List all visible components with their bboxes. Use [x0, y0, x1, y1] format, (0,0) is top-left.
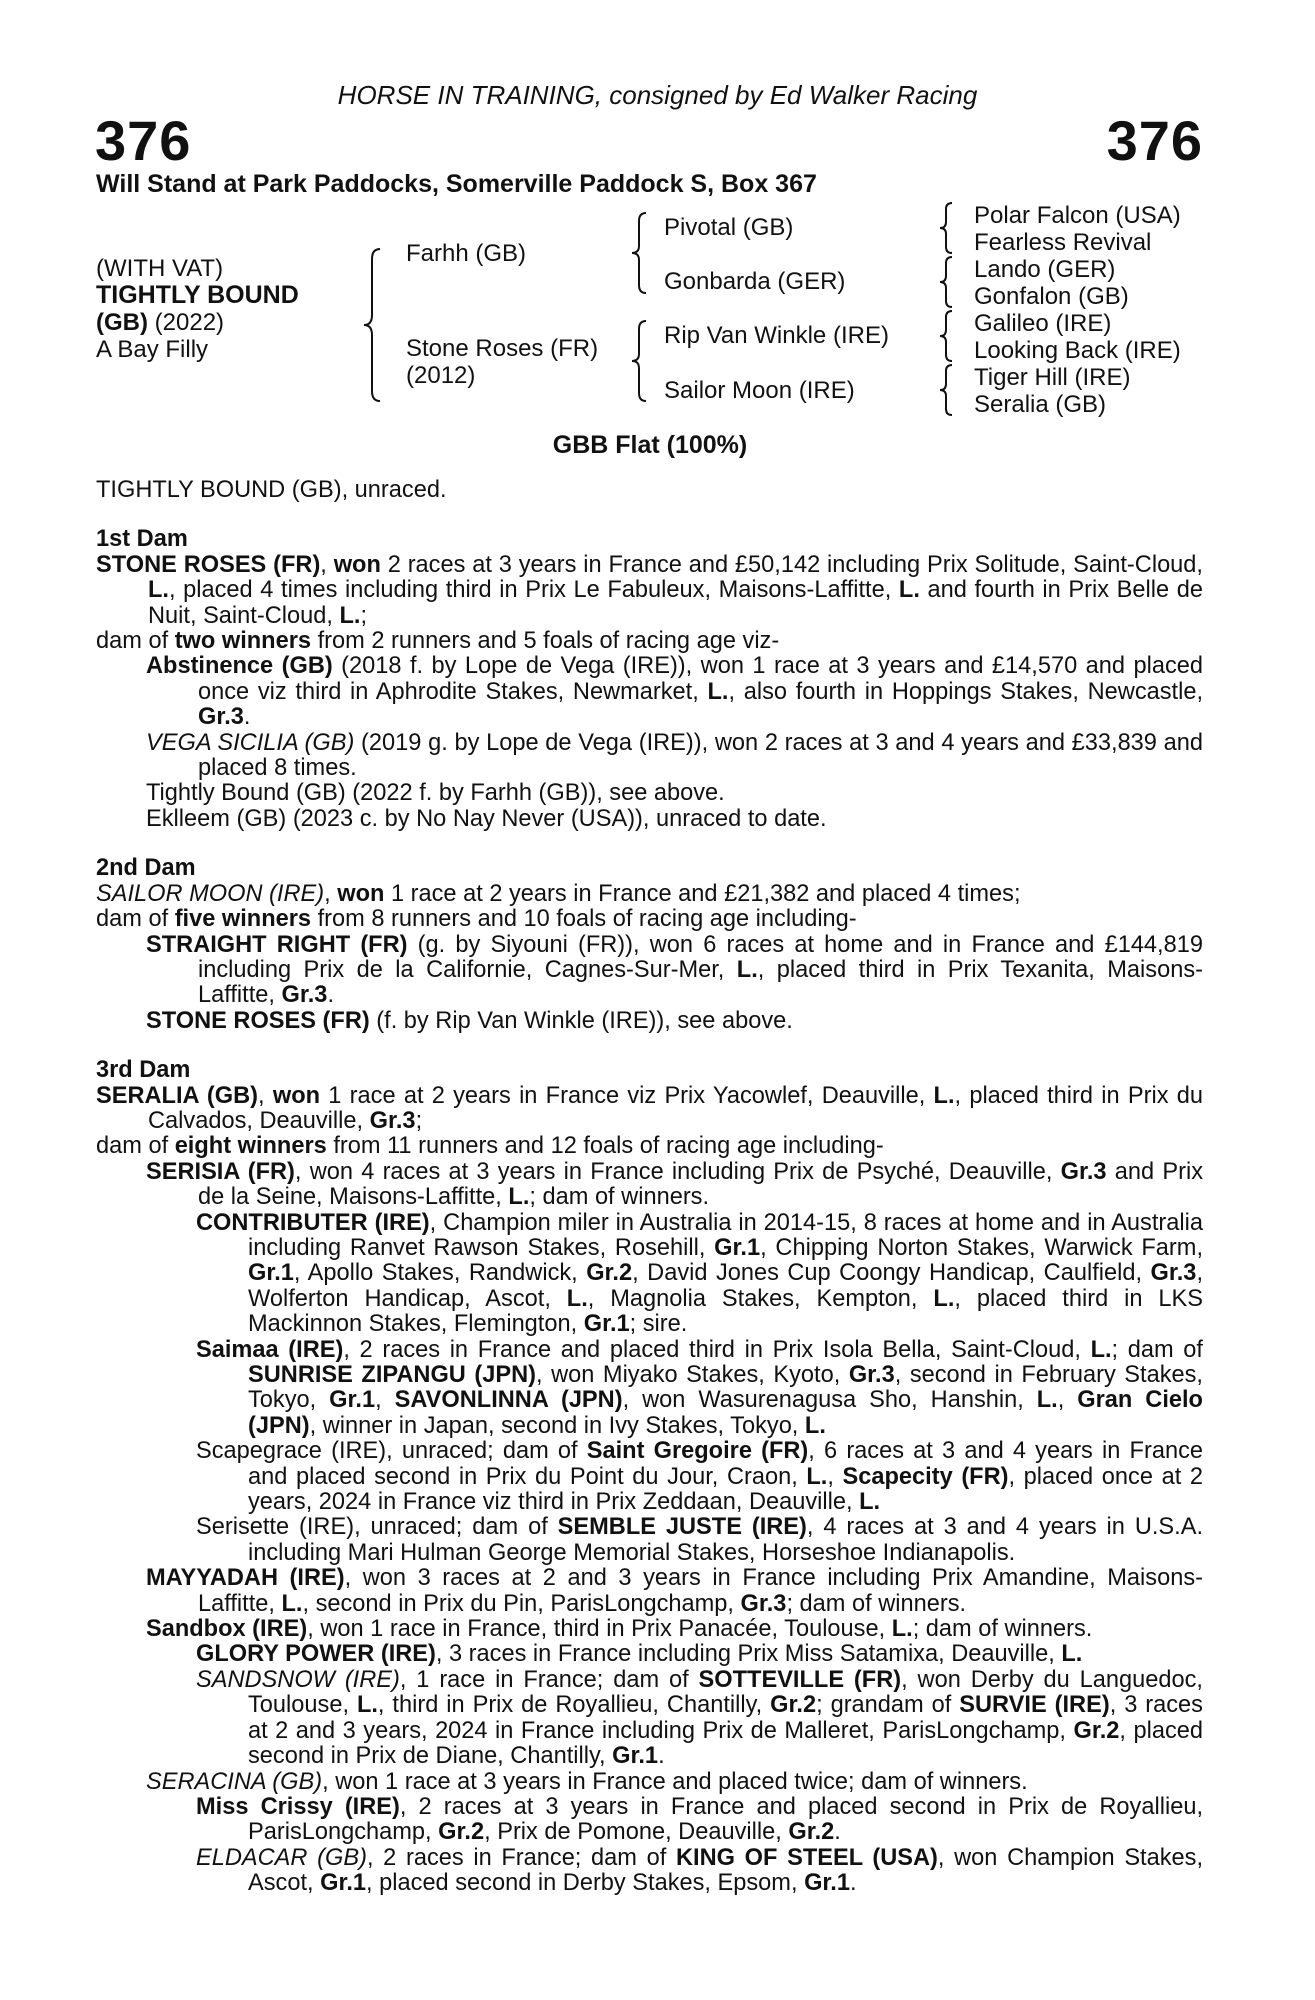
text-run: Sandbox (IRE)	[146, 1616, 308, 1643]
horse-sex: A Bay Filly	[96, 336, 209, 363]
sire-sire: Pivotal (GB)	[664, 214, 794, 241]
text-run: , won 4 races at 3 years in France including Prix de Psyché, Deauville,	[294, 1158, 1061, 1185]
text-run: 1 race at 2 years in France and £21,382 and placed 4 times;	[384, 880, 1021, 907]
text-run: Gr.3	[281, 982, 328, 1009]
second-dam-produce-intro	[96, 907, 1203, 932]
text-run: from 2 runners and 5 foals of racing age viz-	[311, 628, 780, 655]
text-run: , also fourth in Hoppings Stakes, Newcastle,	[728, 678, 1204, 705]
produce-item	[96, 1211, 1203, 1338]
text-run: , won Champion Stakes, Ascot,	[248, 1844, 1204, 1897]
text-run: won	[337, 880, 385, 907]
horse-name: TIGHTLY BOUND	[96, 281, 299, 309]
produce-item	[96, 1617, 1203, 1642]
text-run: (2018 f. by Lope de Vega (IRE)), won 1 race at 3 years and £14,570 and placed once viz third in Aphrodite Stakes, Newmarket,	[198, 653, 1203, 705]
ggsire-4: Tiger Hill (IRE)	[974, 364, 1131, 391]
text-run: L.	[898, 577, 920, 604]
text-run: , 1 race in France; dam of	[399, 1666, 699, 1693]
text-run: Gr.1	[612, 1743, 659, 1770]
third-dam-heading: 3rd Dam	[96, 1057, 191, 1084]
text-run: Gr.1	[320, 1870, 367, 1897]
text-run: , 2 races in France; dam of	[366, 1844, 676, 1871]
first-dam-heading: 1st Dam	[96, 526, 188, 553]
text-run: Gr.3	[1150, 1260, 1197, 1287]
text-run: , placed 4 times including third in Prix Le Fabuleux, Maisons-Laffitte,	[168, 577, 899, 604]
text-run: two winners	[174, 628, 312, 655]
produce-item	[96, 1439, 1203, 1515]
lot-number-left: 376	[95, 109, 192, 172]
text-run: (2019 g. by Lope de Vega (IRE)), won 2 races at 3 and 4 years and £33,839 and placed 8 times.	[198, 729, 1203, 782]
text-run: L.	[566, 1285, 588, 1312]
ggsire-3: Galileo (IRE)	[974, 310, 1112, 337]
text-run: , Prix de Pomone, Deauville,	[484, 1819, 789, 1846]
text-run: L.	[339, 602, 361, 629]
text-run: , Chipping Norton Stakes, Warwick Farm,	[760, 1234, 1203, 1261]
text-run: , 6 races at 3 and 4 years in France and placed second in Prix du Point du Jour, Craon,	[248, 1438, 1203, 1490]
produce-item	[96, 1795, 1203, 1846]
text-run: Gr.2	[586, 1260, 633, 1287]
text-run: L.	[859, 1489, 881, 1516]
produce-item	[96, 933, 1203, 1009]
text-run: , placed third in Prix du Calvados, Deauville,	[148, 1082, 1203, 1134]
text-run: Gr.3	[740, 1590, 787, 1617]
text-run: , 4 races at 3 and 4 years in U.S.A. including Mari Hulman George Memorial Stakes, Horseshoe Indianapolis.	[248, 1514, 1204, 1566]
text-run: SERISIA (FR)	[146, 1158, 295, 1185]
text-run: 2 races at 3 years in France and £50,142 including Prix Solitude, Saint-Cloud,	[380, 551, 1203, 578]
text-run: ;	[415, 1107, 423, 1134]
text-run: , placed third in LKS Mackinnon Stakes, Flemington,	[248, 1285, 1203, 1338]
produce-item	[96, 1668, 1203, 1770]
text-run: dam of	[96, 906, 175, 933]
text-run: , Champion miler in Australia in 2014-15, 8 races at home and in Australia including Ranvet Rawson Stakes, Rosehill,	[248, 1209, 1203, 1261]
produce-item: Tightly Bound (GB) (2022 f. by Farhh (GB)), see above.	[146, 780, 725, 807]
text-run: Miss Crissy (IRE)	[196, 1793, 400, 1820]
ggsire-1: Polar Falcon (USA)	[974, 202, 1181, 229]
text-run: ,	[324, 880, 338, 907]
text-run: SUNRISE ZIPANGU (JPN)	[248, 1362, 536, 1388]
text-run: ,	[258, 1082, 273, 1109]
text-run: L.	[933, 1285, 955, 1312]
text-run: Abstinence (GB)	[146, 653, 333, 680]
dam-year: (2012)	[406, 362, 476, 389]
text-run: from 11 runners and 12 foals of racing age including-	[326, 1133, 884, 1160]
text-run: (f. by Rip Van Winkle (IRE)), see above.	[369, 1007, 793, 1034]
text-run: STRAIGHT RIGHT (FR)	[146, 931, 408, 958]
text-run: L.	[891, 1616, 913, 1643]
brace-g4	[936, 362, 956, 418]
text-run: Gr.2	[438, 1819, 485, 1846]
text-run: SOTTEVILLE (FR)	[698, 1666, 902, 1693]
text-run: , second in February Stakes, Tokyo,	[248, 1362, 1203, 1414]
text-run: ELDACAR (GB)	[196, 1844, 367, 1871]
text-run: 1 race at 2 years in France viz Prix Yacowlef, Deauville,	[320, 1082, 934, 1109]
text-run: Gr.2	[1073, 1717, 1120, 1744]
text-run: L.	[508, 1184, 530, 1211]
produce-item	[96, 1515, 1203, 1566]
text-run: ,	[375, 1387, 395, 1414]
text-run: GLORY POWER (IRE)	[196, 1641, 436, 1668]
text-run: STONE ROSES (FR)	[146, 1007, 370, 1034]
text-run: , won Miyako Stakes, Kyoto,	[536, 1362, 849, 1388]
text-run: Saint Gregoire (FR)	[586, 1438, 809, 1465]
text-run: ;	[360, 602, 367, 629]
text-run: L.	[736, 956, 758, 983]
text-run: L.	[281, 1590, 303, 1617]
text-run: (g. by Siyouni (FR)), won 6 races at home and in France and £144,819 including Prix de la Californie, Cagnes-Sur-Mer,	[198, 931, 1203, 983]
text-run: , placed second in Prix de Diane, Chantilly,	[248, 1717, 1203, 1770]
text-run: , winner in Japan, second in Ivy Stakes, Tokyo,	[309, 1412, 805, 1439]
text-run: SANDSNOW (IRE)	[196, 1666, 400, 1693]
text-run: .	[658, 1743, 665, 1770]
second-dam-heading: 2nd Dam	[96, 855, 196, 882]
text-run: Gr.3	[198, 704, 244, 731]
text-run: Serisette (IRE), unraced; dam of	[196, 1514, 558, 1541]
text-run: Scapecity (FR)	[842, 1463, 1009, 1490]
text-run: SAILOR MOON (IRE)	[96, 880, 325, 907]
text-run: Gr.3	[848, 1362, 895, 1388]
text-run: .	[850, 1870, 857, 1897]
text-run: Gr.1	[804, 1870, 850, 1897]
text-run: L.	[804, 1412, 826, 1439]
horse-origin: (GB) (2022)	[96, 309, 225, 336]
produce-item	[96, 1566, 1203, 1617]
ggdam-1: Fearless Revival	[974, 229, 1152, 256]
vat-note: (WITH VAT)	[96, 255, 224, 282]
intro: TIGHTLY BOUND (GB), unraced.	[96, 477, 447, 503]
produce-item: Eklleem (GB) (2023 c. by No Nay Never (USA)), unraced to date.	[146, 805, 827, 832]
text-run: dam of	[96, 1133, 175, 1160]
text-run: L.	[707, 678, 729, 705]
sire: Farhh (GB)	[406, 240, 527, 267]
gbb-flat: GBB Flat (100%)	[552, 431, 748, 459]
text-run: ; sire.	[629, 1311, 688, 1338]
text-run: ; dam of winners.	[912, 1616, 1093, 1643]
ggdam-3: Looking Back (IRE)	[974, 337, 1181, 364]
produce-item	[96, 1009, 1203, 1034]
text-run: SAVONLINNA (JPN)	[394, 1387, 623, 1414]
text-run: Gr.2	[770, 1692, 817, 1719]
text-run: , 3 races at 2 and 3 years, 2024 in France including Prix de Malleret, ParisLongchamp,	[248, 1692, 1203, 1744]
text-run: STONE ROSES (FR)	[96, 551, 321, 578]
text-run: VEGA SICILIA (GB)	[146, 729, 355, 756]
text-run: Gr.1	[583, 1311, 630, 1338]
text-run: and Prix de la Seine, Maisons-Laffitte,	[198, 1158, 1204, 1211]
text-run: , won Wasurenagusa Sho, Hanshin,	[622, 1387, 1037, 1414]
third-dam-produce-intro	[96, 1134, 1203, 1159]
text-run: ,	[1057, 1387, 1078, 1414]
first-dam-produce-intro	[96, 629, 1203, 654]
produce-item	[96, 1160, 1203, 1211]
produce-item	[96, 1642, 1203, 1667]
text-run: , won 3 races at 2 and 3 years in France including Prix Amandine, Maisons-Laffitte,	[198, 1565, 1203, 1617]
brace-g2	[936, 254, 956, 310]
text-run: , won 1 race in France, third in Prix Panacée, Toulouse,	[307, 1616, 892, 1643]
produce-item	[96, 654, 1203, 730]
text-run: , won 1 race at 3 years in France and placed twice; dam of winners.	[322, 1768, 1028, 1795]
brace-dam	[628, 318, 650, 404]
text-run: Gr.3	[1060, 1158, 1107, 1185]
text-run: , 3 races in France including Prix Miss Satamixa, Deauville,	[435, 1641, 1062, 1668]
text-run: SERALIA (GB)	[96, 1082, 259, 1109]
catalogue-body	[96, 478, 1203, 1897]
text-run: Gr.1	[714, 1234, 761, 1261]
text-run: , placed once at 2 years, 2024 in France viz third in Prix Zeddaan, Deauville,	[248, 1463, 1203, 1516]
text-run: Gr.1	[248, 1260, 294, 1287]
dam: Stone Roses (FR)	[406, 335, 599, 362]
stabling-info: Will Stand at Park Paddocks, Somerville Paddock S, Box 367	[96, 170, 817, 198]
text-run: , 2 races at 3 years in France and placed second in Prix de Royallieu, ParisLongchamp,	[248, 1793, 1203, 1846]
text-run: Scapegrace (IRE), unraced; dam of	[196, 1438, 587, 1465]
text-run: , Apollo Stakes, Randwick,	[293, 1260, 587, 1287]
text-run: Gran Cielo (JPN)	[248, 1387, 1203, 1439]
text-run: L.	[1036, 1387, 1058, 1414]
text-run: won	[272, 1082, 321, 1109]
produce-item	[96, 1846, 1203, 1897]
third-dam-line	[96, 1084, 1203, 1135]
brace-g3	[936, 308, 956, 364]
text-run: SERACINA (GB)	[146, 1768, 323, 1795]
text-run: , third in Prix de Royallieu, Chantilly,	[377, 1692, 771, 1719]
text-run: eight winners	[174, 1133, 327, 1160]
text-run: L.	[356, 1692, 378, 1719]
text-run: L.	[1090, 1336, 1112, 1363]
text-run: L.	[933, 1082, 955, 1109]
text-run: L.	[148, 577, 169, 604]
dam-sire: Rip Van Winkle (IRE)	[664, 322, 889, 349]
sire-dam: Gonbarda (GER)	[664, 268, 846, 295]
text-run: ; dam of winners.	[786, 1590, 967, 1617]
text-run: , 2 races in France and placed third in Prix Isola Bella, Saint-Cloud,	[343, 1336, 1091, 1363]
text-run: , won Derby du Languedoc, Toulouse,	[248, 1666, 1203, 1719]
text-run: .	[243, 704, 251, 731]
text-run: L.	[1061, 1641, 1083, 1668]
text-run: SURVIE (IRE)	[959, 1692, 1110, 1719]
text-run: ; dam of winners.	[529, 1184, 710, 1211]
brace-g1	[936, 200, 956, 256]
text-run: , placed second in Derby Stakes, Epsom,	[366, 1870, 805, 1897]
text-run: , second in Prix du Pin, ParisLongchamp,	[302, 1590, 741, 1617]
text-run: , placed third in Prix Texanita, Maisons-Laffitte,	[198, 956, 1203, 1009]
text-run: L.	[806, 1463, 828, 1490]
text-run: five winners	[174, 906, 312, 933]
text-run: ,	[827, 1463, 843, 1490]
text-run: CONTRIBUTER (IRE)	[196, 1209, 430, 1236]
dam-dam: Sailor Moon (IRE)	[664, 377, 855, 404]
text-run: ,	[320, 551, 334, 578]
ggdam-4: Seralia (GB)	[974, 391, 1107, 418]
text-run: .	[834, 1819, 841, 1846]
text-run: Gr.2	[788, 1819, 835, 1846]
text-run: won	[333, 551, 381, 578]
text-run: KING OF STEEL (USA)	[675, 1844, 938, 1871]
text-run: ; dam of	[1111, 1336, 1203, 1363]
text-run: Gr.3	[369, 1107, 416, 1134]
produce-item	[96, 1338, 1203, 1440]
text-run: dam of	[96, 628, 175, 655]
text-run: .	[327, 982, 334, 1009]
text-run: from 8 runners and 10 foals of racing age including-	[311, 906, 857, 933]
lot-number-right: 376	[1106, 109, 1203, 172]
text-run: , Magnolia Stakes, Kempton,	[587, 1285, 934, 1312]
first-dam-line	[96, 553, 1203, 629]
text-run: MAYYADAH (IRE)	[146, 1565, 345, 1592]
second-dam-line	[96, 882, 1203, 907]
produce-item	[96, 731, 1203, 782]
text-run: , Wolferton Handicap, Ascot,	[248, 1260, 1203, 1312]
ggdam-2: Gonfalon (GB)	[974, 283, 1129, 310]
produce-item	[96, 1770, 1203, 1795]
text-run: SEMBLE JUSTE (IRE)	[557, 1514, 807, 1541]
brace-sire	[628, 210, 650, 296]
brace-main	[360, 245, 384, 405]
text-run: and fourth in Prix Belle de Nuit, Saint-Cloud,	[148, 577, 1203, 629]
ggsire-2: Lando (GER)	[974, 256, 1116, 283]
text-run: ; grandam of	[816, 1692, 960, 1719]
text-run: Saimaa (IRE)	[196, 1336, 344, 1363]
catalogue-header: HORSE IN TRAINING, consigned by Ed Walker Racing	[337, 80, 978, 110]
text-run: , David Jones Cup Coongy Handicap, Caulfield,	[632, 1260, 1151, 1287]
text-run: Gr.1	[329, 1387, 376, 1414]
